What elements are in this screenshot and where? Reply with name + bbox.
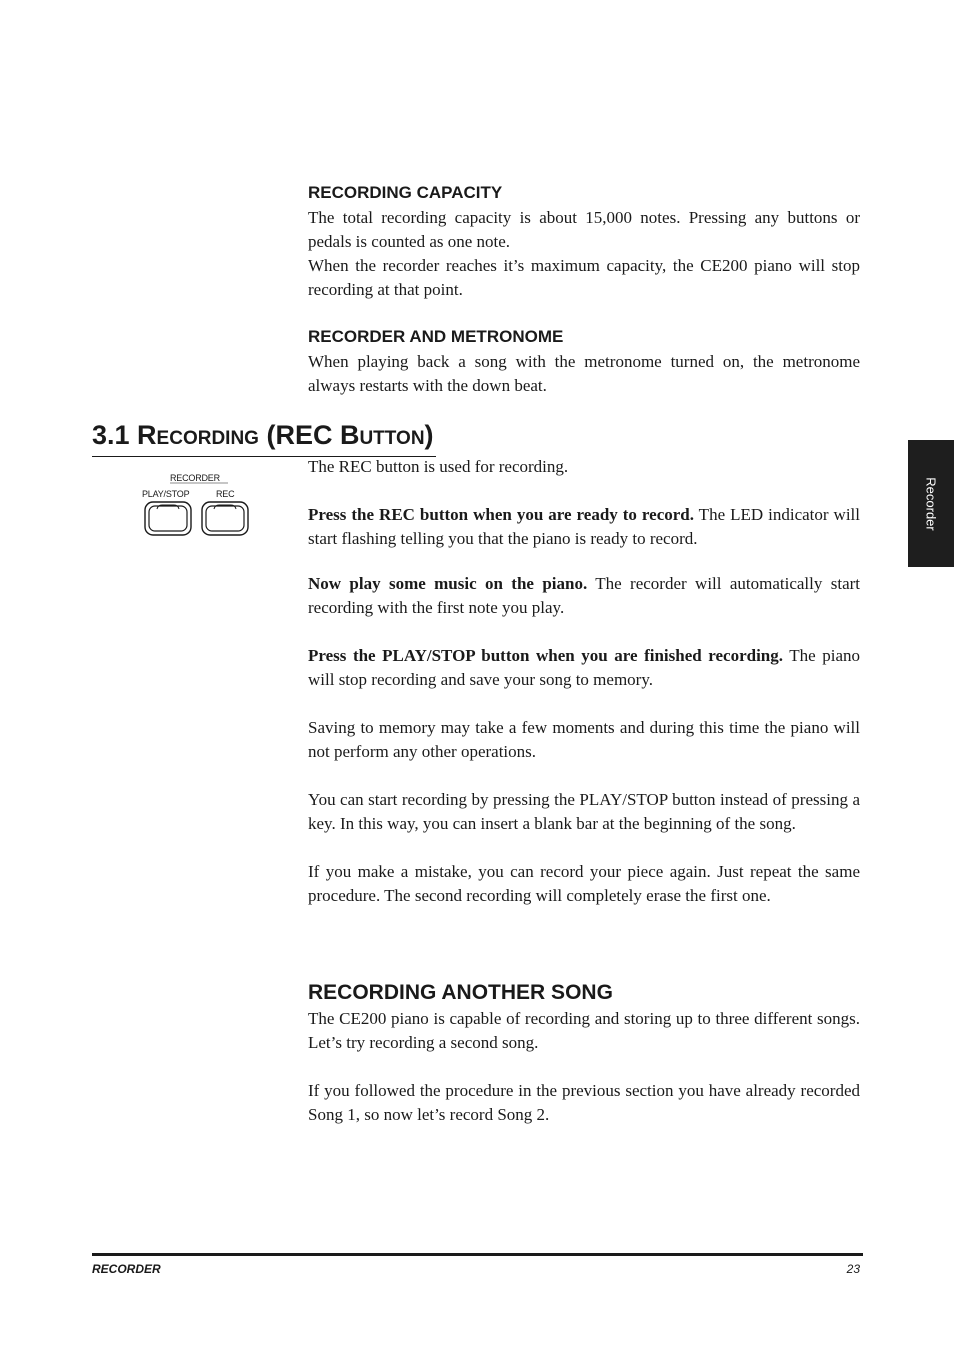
mistake-note: If you make a mistake, you can record your piece again. Just repeat the same procedure. The second recording will completely erase the first one. [308, 862, 860, 905]
recording-capacity-text-1: The total recording capacity is about 15,000 notes. Pressing any buttons or pedals is counted as one note. [308, 208, 860, 251]
recorder-metronome-section [308, 326, 860, 398]
step-play-music: Now play some music on the piano. The recorder will automatically start recording with the first note you play. [308, 574, 860, 617]
recording-another-song-heading: RECORDING ANOTHER SONG [308, 981, 613, 1004]
section-title: 3.1 RECORDING (REC BUTTON) [92, 418, 436, 457]
rec-button-instructions [308, 455, 860, 908]
footer-rule [92, 1253, 863, 1256]
another-song-text-1: The CE200 piano is capable of recording and storing up to three different songs. Let’s try recording a second song. [308, 1009, 860, 1052]
play-stop-label: PLAY/STOP [142, 489, 190, 499]
recording-capacity-text-2: When the recorder reaches it’s maximum capacity, the CE200 piano will stop recording at that point. [308, 256, 860, 299]
recording-another-song-section [308, 980, 860, 1127]
footer-chapter-label: RECORDER [92, 1262, 161, 1276]
recording-capacity-section [308, 182, 860, 302]
rec-button-icon [202, 502, 248, 535]
rec-label: REC [216, 489, 235, 499]
footer-page-number: 23 [846, 1262, 860, 1276]
side-tab-label: Recorder [923, 476, 939, 531]
start-with-play-stop-note: You can start recording by pressing the PLAY/STOP button instead of pressing a key. In this way, you can insert a blank bar at the beginning of the song. [308, 790, 860, 833]
panel-buttons-drawing [138, 473, 258, 543]
recorder-panel-illustration [138, 473, 258, 543]
step-press-play-stop: Press the PLAY/STOP button when you are finished recording. The piano will stop recording and save your song to memory. [308, 646, 860, 689]
chapter-side-tab [908, 440, 954, 567]
recorder-group-label: RECORDER [170, 473, 220, 483]
another-song-text-2: If you followed the procedure in the previous section you have already recorded Song 1, so now let’s record Song 2. [308, 1081, 860, 1124]
recorder-metronome-text: When playing back a song with the metronome turned on, the metronome always restarts with the down beat. [308, 352, 860, 395]
play-stop-button-icon [145, 502, 191, 535]
intro-text: The REC button is used for recording. [308, 457, 569, 476]
saving-note: Saving to memory may take a few moments and during this time the piano will not perform any other operations. [308, 718, 860, 761]
recorder-metronome-heading: RECORDER AND METRONOME [308, 327, 564, 346]
recording-capacity-heading: RECORDING CAPACITY [308, 183, 503, 202]
step-press-rec: Press the REC button when you are ready to record. The LED indicator will start flashing telling you that the piano is ready to record. [308, 505, 860, 548]
